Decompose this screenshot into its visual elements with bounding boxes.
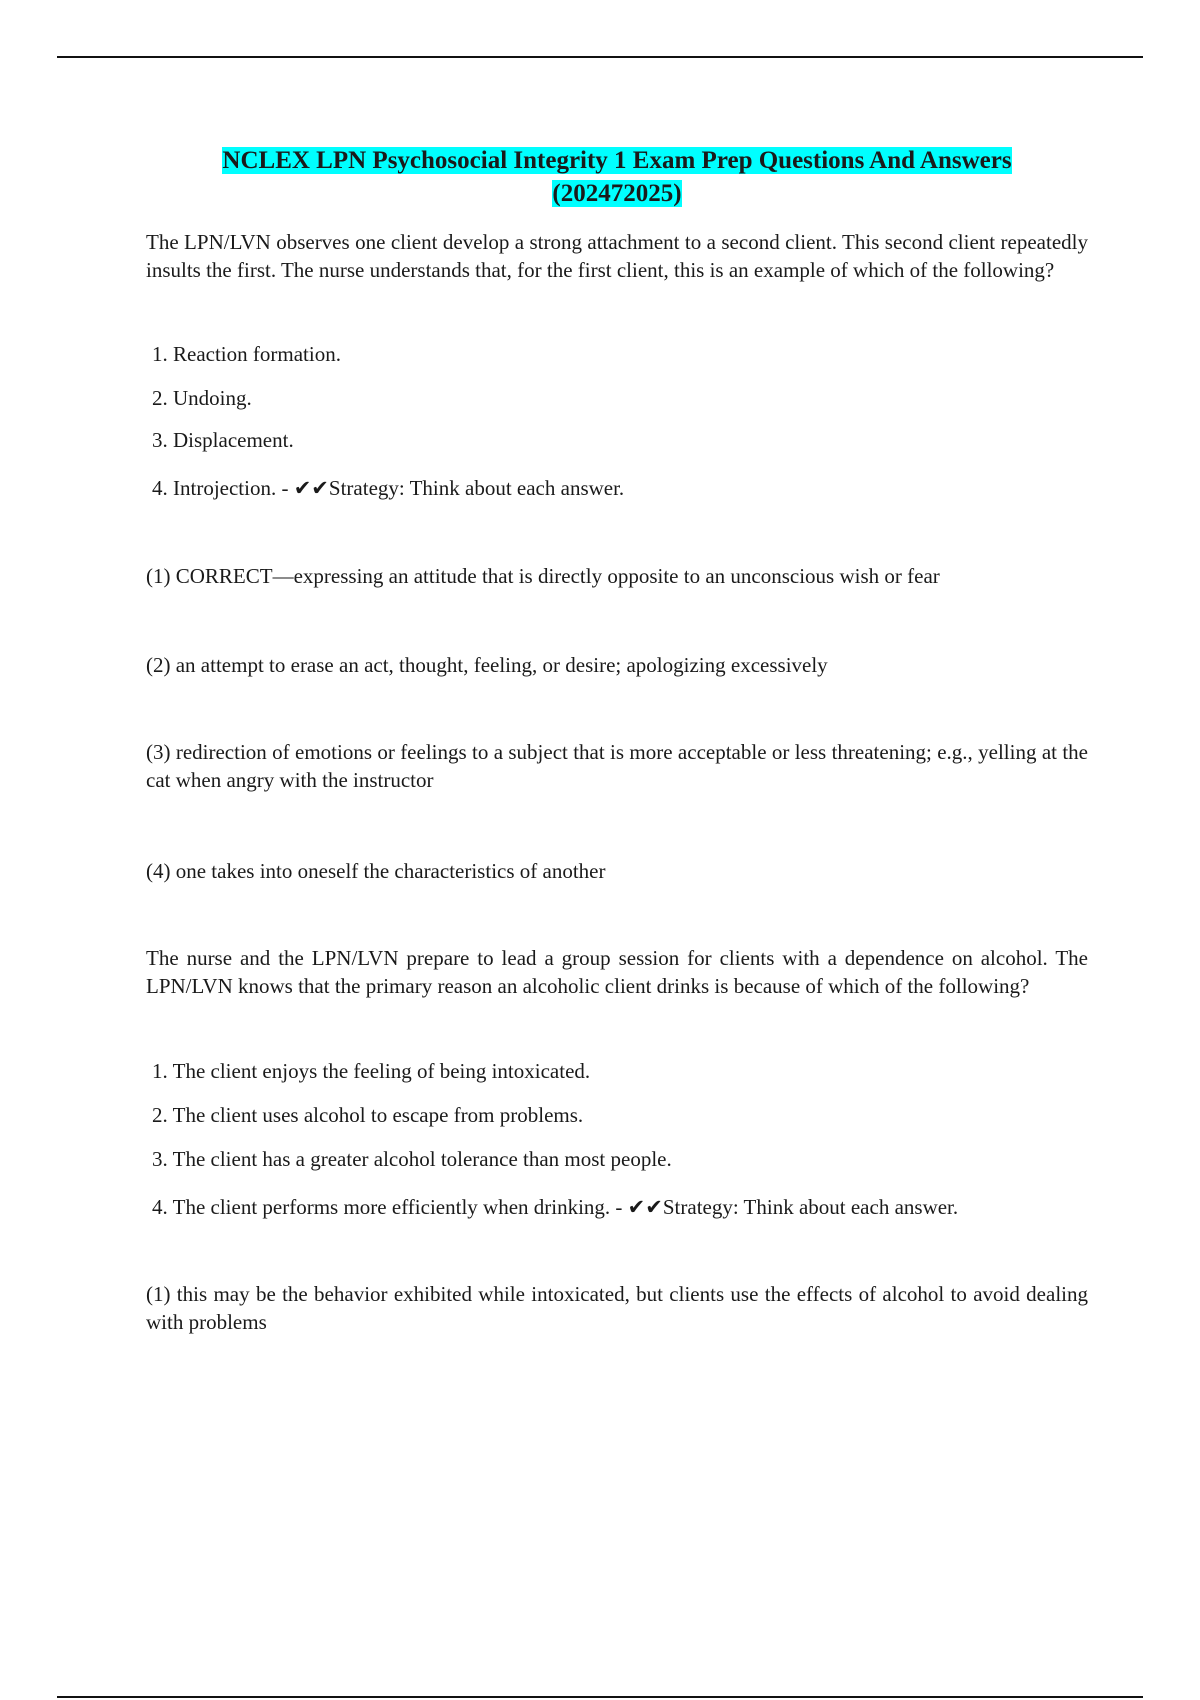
- explanation-item: (1) CORRECT—expressing an attitude that is directly opposite to an unconscious wish or fear: [146, 564, 940, 588]
- explanation-item: (1) this may be the behavior exhibited while intoxicated, but clients use the effects of alcohol to avoid dealing with problems: [146, 1282, 1088, 1334]
- option-item: 2. The client uses alcohol to escape from problems.: [152, 1103, 584, 1127]
- option-item: 1. Reaction formation.: [152, 342, 341, 366]
- bottom-rule: [57, 1696, 1143, 1698]
- option-item: 4. The client performs more efficiently when drinking. - ✔✔Strategy: Think about each answer.: [152, 1195, 959, 1219]
- explanation-item: (4) one takes into oneself the characteristics of another: [146, 859, 606, 883]
- option-item: 3. Displacement.: [152, 428, 294, 452]
- top-rule: [57, 56, 1143, 58]
- question-2-options: [146, 1057, 1088, 1221]
- document-title: [146, 144, 1088, 210]
- question-1-options: [146, 340, 1088, 502]
- option-item: 1. The client enjoys the feeling of being intoxicated.: [152, 1059, 591, 1083]
- title-line-2: (202472025): [552, 180, 682, 207]
- document-body: [146, 144, 1088, 1336]
- question-2-stem: The nurse and the LPN/LVN prepare to lead a group session for clients with a dependence on alcohol. The LPN/LVN knows that the primary reason an alcoholic client drinks is because of which of the following?: [146, 946, 1088, 998]
- option-item: 4. Introjection. - ✔✔Strategy: Think about each answer.: [152, 476, 625, 500]
- question-1-stem: The LPN/LVN observes one client develop a strong attachment to a second client. This second client repeatedly insults the first. The nurse understands that, for the first client, this is an example of which of the following?: [146, 230, 1088, 282]
- option-item: 2. Undoing.: [152, 386, 252, 410]
- title-line-1: NCLEX LPN Psychosocial Integrity 1 Exam Prep Questions And Answers: [222, 147, 1012, 174]
- option-item: 3. The client has a greater alcohol tolerance than most people.: [152, 1147, 672, 1171]
- explanation-item: (3) redirection of emotions or feelings to a subject that is more acceptable or less threatening; e.g., yelling at the cat when angry with the instructor: [146, 740, 1088, 792]
- explanation-item: (2) an attempt to erase an act, thought, feeling, or desire; apologizing excessively: [146, 653, 828, 677]
